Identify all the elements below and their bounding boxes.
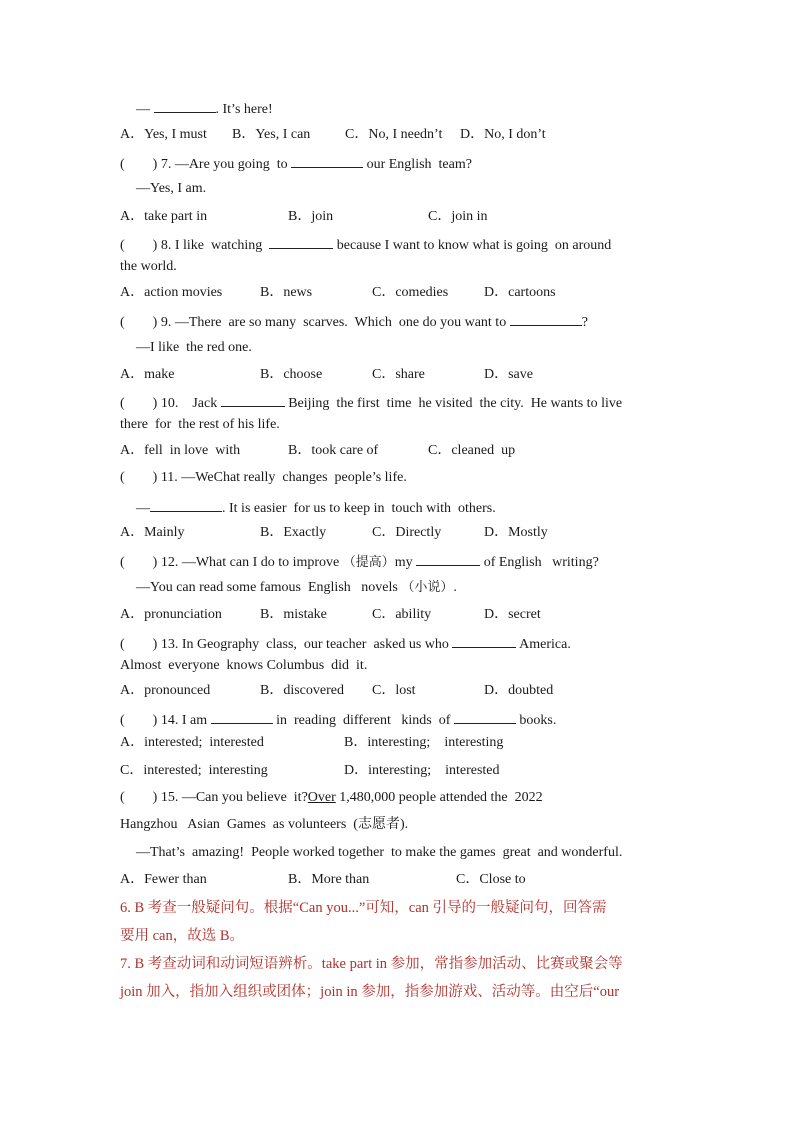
q9-option-b: B．choose — [260, 367, 323, 382]
q9-option-c: C．share — [372, 367, 425, 382]
q8-option-d: D．cartoons — [484, 285, 556, 300]
answer-blank[interactable] — [291, 153, 363, 168]
q8-text-after: because I want to know what is going on around — [336, 238, 612, 253]
period: . — [453, 580, 457, 595]
q13-option-c: C．lost — [372, 683, 416, 698]
q12-text-mid: my — [394, 555, 413, 570]
q8-text: ( ) 8. I like watching — [120, 238, 263, 253]
q13-option-b: B．discovered — [260, 683, 344, 698]
q7-option-a: A．take part in — [120, 209, 208, 224]
q9-text-after: ? — [581, 315, 588, 330]
q11-option-c: C．Directly — [372, 525, 442, 540]
q11-option-d: D．Mostly — [484, 525, 548, 540]
line-text: . It’s here! — [215, 102, 273, 117]
q13-text: ( ) 13. In Geography class, our teacher asked us who — [120, 637, 449, 652]
answer-blank[interactable] — [416, 551, 480, 566]
q14-stem — [120, 709, 556, 730]
q7-option-b: B．join — [288, 209, 334, 224]
q12-reply — [136, 579, 457, 597]
q14-option-b: B．interesting; interesting — [344, 735, 504, 750]
q7-reply: —Yes, I am. — [136, 181, 207, 196]
answer-blank[interactable] — [221, 392, 285, 407]
q15-text-after: 1,480,000 people attended the 2022 — [339, 790, 543, 805]
q15-stem — [120, 789, 543, 807]
q10-option-a: A．fell in love with — [120, 443, 241, 458]
q15-text: ( ) 15. —Can you believe it? — [120, 790, 308, 805]
q12-text-after: of English writing? — [483, 555, 599, 570]
q10-text-after: Beijing the first time he visited the city. He wants to live — [288, 396, 623, 411]
q11-option-b: B．Exactly — [260, 525, 327, 540]
q7-stem — [120, 153, 472, 174]
q12-stem — [120, 551, 599, 572]
q12-text: ( ) 12. —What can I do to improve — [120, 555, 340, 570]
q13-text-after: America. — [519, 637, 571, 652]
q6-option-b: B．Yes, I can — [232, 127, 311, 142]
q8-option-c: C．comedies — [372, 285, 449, 300]
q12-option-a: A．pronunciation — [120, 607, 222, 622]
q10-text: ( ) 10. Jack — [120, 396, 218, 411]
q12-option-c: C．ability — [372, 607, 432, 622]
q14-option-d: D．interesting; interested — [344, 763, 500, 778]
q12-chinese-gloss: （提高） — [342, 555, 395, 570]
q6-answer-line — [136, 98, 273, 119]
q15-chinese-gloss: (志愿者). — [353, 817, 409, 832]
q10-stem — [120, 392, 622, 413]
q12-chinese-gloss-2: （小说） — [401, 580, 454, 595]
dash: — — [136, 501, 150, 516]
q9-option-a: A．make — [120, 367, 175, 382]
q15-line2 — [120, 816, 408, 834]
q7-option-c: C．join in — [428, 209, 488, 224]
q14-option-a: A．interested; interested — [120, 735, 264, 750]
q13-option-d: D．doubted — [484, 683, 554, 698]
q15-option-b: B．More than — [288, 872, 370, 887]
answer-blank[interactable] — [269, 234, 333, 249]
q14-option-c: C．interested; interesting — [120, 763, 268, 778]
q15-underlined-word: Over — [307, 790, 336, 805]
q13-stem — [120, 633, 571, 654]
q10-line2: there for the rest of his life. — [120, 417, 280, 432]
q15-option-a: A．Fewer than — [120, 872, 207, 887]
q11-reply-text: . It is easier for us to keep in touch with others. — [222, 501, 496, 516]
q15-reply: —That’s amazing! People worked together to make the games great and wonderful. — [136, 845, 623, 860]
q7-text: ( ) 7. —Are you going to — [120, 157, 288, 172]
q8-option-b: B．news — [260, 285, 313, 300]
answer-blank[interactable] — [154, 98, 216, 113]
answer-blank-2[interactable] — [454, 709, 516, 724]
q14-text-after: books. — [519, 713, 557, 728]
explanation-7-line2: join 加入，指加入组织或团体；join in 参加，指参加游戏、活动等。由空后“our — [120, 984, 620, 1000]
q14-text-mid: in reading different kinds of — [276, 713, 451, 728]
q9-reply: —I like the red one. — [136, 340, 252, 355]
q15-line2-text: Hangzhou Asian Games as volunteers — [120, 817, 347, 832]
q9-stem — [120, 311, 588, 332]
explanation-6-line2: 要用 can，故选 B。 — [120, 928, 245, 944]
q6-option-c: C．No, I needn’t — [345, 127, 443, 142]
q8-option-a: A．action movies — [120, 285, 223, 300]
q14-text: ( ) 14. I am — [120, 713, 208, 728]
q6-option-a: A．Yes, I must — [120, 127, 207, 142]
q11-option-a: A．Mainly — [120, 525, 185, 540]
q8-stem — [120, 234, 611, 255]
answer-blank[interactable] — [211, 709, 273, 724]
q11-stem: ( ) 11. —WeChat really changes people’s life. — [120, 470, 407, 485]
explanation-6-line1: 6. B 考查一般疑问句。根据“Can you...”可知，can 引导的一般疑问句，回答需 — [120, 900, 607, 916]
dash: — — [136, 102, 150, 117]
answer-blank[interactable] — [150, 497, 222, 512]
q9-text: ( ) 9. —There are so many scarves. Which one do you want to — [120, 315, 507, 330]
q12-reply-text: —You can read some famous English novels — [136, 580, 398, 595]
q13-line2: Almost everyone knows Columbus did it. — [120, 658, 368, 673]
q7-text-after: our English team? — [366, 157, 472, 172]
q9-option-d: D．save — [484, 367, 533, 382]
q15-option-c: C．Close to — [456, 872, 526, 887]
q6-option-d: D．No, I don’t — [460, 127, 546, 142]
answer-blank[interactable] — [510, 311, 582, 326]
explanation-7-line1: 7. B 考查动词和动词短语辨析。take part in 参加，常指参加活动、比赛或聚会等 — [120, 956, 623, 972]
q8-line2: the world. — [120, 259, 177, 274]
answer-blank[interactable] — [452, 633, 516, 648]
q11-reply — [136, 497, 496, 518]
q12-option-b: B．mistake — [260, 607, 327, 622]
q10-option-b: B．took care of — [288, 443, 379, 458]
q10-option-c: C．cleaned up — [428, 443, 516, 458]
q12-option-d: D．secret — [484, 607, 541, 622]
q13-option-a: A．pronounced — [120, 683, 211, 698]
